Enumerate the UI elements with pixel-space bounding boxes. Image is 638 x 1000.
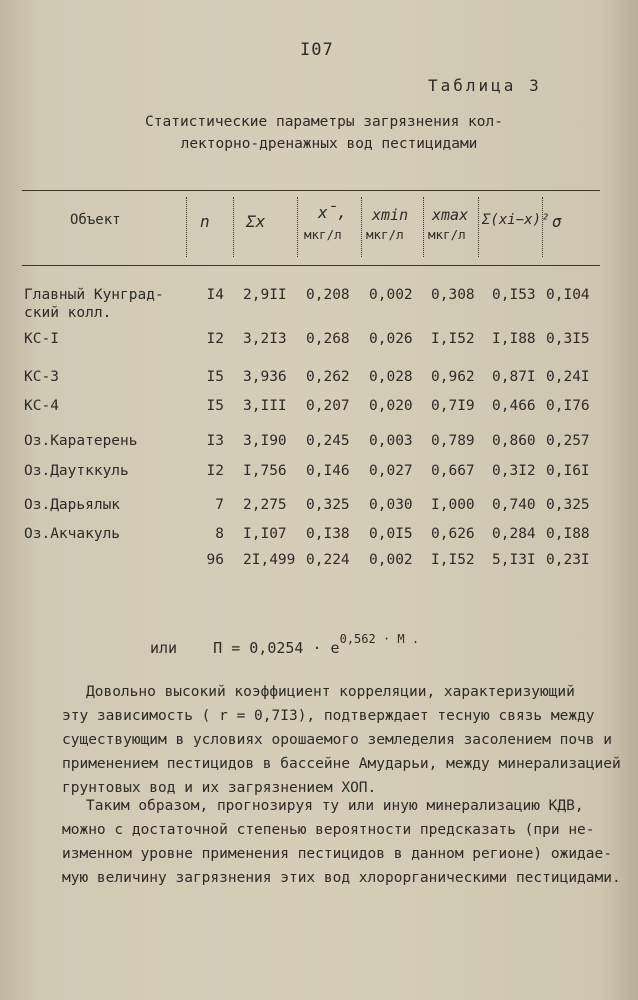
cell-x-max: 0,962 — [431, 369, 475, 385]
table-row — [0, 369, 638, 391]
cell-sum-dev: I,I88 — [492, 331, 536, 347]
cell-sum-x: I,756 — [243, 463, 287, 479]
cell-x-mean: 0,262 — [306, 369, 350, 385]
header-separator — [423, 197, 424, 257]
table-row-total — [0, 552, 638, 574]
cell-sigma: 0,23I — [546, 552, 590, 568]
cell-x-min: 0,002 — [369, 287, 413, 303]
cell-sigma: 0,I76 — [546, 398, 590, 414]
cell-sigma: 0,I04 — [546, 287, 590, 303]
cell-x-mean: 0,I38 — [306, 526, 350, 542]
cell-object: Оз.Даутккуль — [24, 463, 129, 479]
cell-n: 7 — [215, 497, 224, 513]
cell-x-max: 0,789 — [431, 433, 475, 449]
table-row — [0, 463, 638, 485]
table-row — [0, 433, 638, 455]
cell-x-mean: 0,224 — [306, 552, 350, 568]
header-separator — [186, 197, 187, 257]
formula-main: П = 0,0254 · e — [213, 639, 340, 657]
header-x-max: xmax — [432, 206, 469, 224]
header-sigma: σ — [552, 212, 562, 231]
cell-sum-dev: 0,740 — [492, 497, 536, 513]
cell-sigma: 0,24I — [546, 369, 590, 385]
paragraph-line: грунтовых вод и их загрязнением ХОП. — [62, 780, 377, 796]
cell-x-max: 0,667 — [431, 463, 475, 479]
cell-sum-dev: 5,I3I — [492, 552, 536, 568]
header-separator — [542, 197, 543, 257]
header-separator — [297, 197, 298, 257]
table-title-line-2: лекторно-дренажных вод пестицидами — [180, 136, 478, 152]
cell-sum-dev: 0,87I — [492, 369, 536, 385]
paragraph-2 — [62, 794, 622, 890]
cell-sum-x: 2I,499 — [243, 552, 296, 568]
cell-x-min: 0,030 — [369, 497, 413, 513]
cell-n: 96 — [206, 552, 224, 568]
cell-x-min: 0,002 — [369, 552, 413, 568]
paragraph-line: мую величину загрязнения этих вод хлорорганическими пестицидами. — [62, 870, 621, 886]
header-x-min-unit: мкг/л — [366, 227, 404, 242]
cell-sum-dev: 0,860 — [492, 433, 536, 449]
cell-x-mean: 0,207 — [306, 398, 350, 414]
cell-x-mean: 0,325 — [306, 497, 350, 513]
paragraph-1 — [62, 680, 622, 800]
cell-object: Оз.Дарьялык — [24, 497, 121, 513]
regression-formula — [150, 632, 420, 657]
table-row — [0, 331, 638, 353]
cell-object: Главный Кунград- — [24, 287, 164, 303]
cell-x-min: 0,003 — [369, 433, 413, 449]
header-separator — [361, 197, 362, 257]
cell-sum-dev: 0,I53 — [492, 287, 536, 303]
cell-sum-dev: 0,3I2 — [492, 463, 536, 479]
cell-sum-x: 3,936 — [243, 369, 287, 385]
cell-object: КС-I — [24, 331, 59, 347]
cell-x-mean: 0,245 — [306, 433, 350, 449]
table-label: Таблица 3 — [428, 76, 542, 95]
cell-x-min: 0,026 — [369, 331, 413, 347]
header-sum-dev: Σ(xi−x)² — [482, 212, 550, 228]
paragraph-line: существующим в условиях орошаемого земледелия засолением почв и — [62, 732, 612, 748]
header-separator — [233, 197, 234, 257]
cell-n: I2 — [206, 331, 224, 347]
cell-x-mean: 0,208 — [306, 287, 350, 303]
paragraph-line: эту зависимость ( r = 0,7I3), подтверждает тесную связь между — [62, 708, 595, 724]
header-x-mean: x̄, — [318, 203, 347, 222]
page-number: I07 — [300, 40, 334, 60]
cell-n: I3 — [206, 433, 224, 449]
cell-x-min: 0,0I5 — [369, 526, 413, 542]
header-sum-x: Σx — [246, 212, 266, 231]
paragraph-line: Довольно высокий коэффициент корреляции, характеризующий — [86, 684, 575, 700]
formula-lead: или — [150, 639, 178, 657]
cell-sigma: 0,3I5 — [546, 331, 590, 347]
table-row — [0, 398, 638, 420]
cell-sum-x: 2,275 — [243, 497, 287, 513]
paragraph-line: изменном уровне применения пестицидов в данном регионе) ожидае- — [62, 846, 612, 862]
table-row — [0, 526, 638, 548]
cell-x-min: 0,020 — [369, 398, 413, 414]
cell-sum-x: 3,2I3 — [243, 331, 287, 347]
header-x-mean-unit: мкг/л — [304, 227, 342, 242]
cell-n: I5 — [206, 369, 224, 385]
cell-x-mean: 0,I46 — [306, 463, 350, 479]
cell-sigma: 0,257 — [546, 433, 590, 449]
cell-sigma: 0,325 — [546, 497, 590, 513]
cell-x-max: 0,626 — [431, 526, 475, 542]
table-row — [0, 497, 638, 519]
table-header-rule — [22, 265, 600, 266]
cell-object-continuation: ский колл. — [24, 305, 112, 321]
cell-x-max: I,000 — [431, 497, 475, 513]
header-x-max-unit: мкг/л — [428, 227, 466, 242]
cell-x-max: I,I52 — [431, 552, 475, 568]
cell-object: Оз.Акчакуль — [24, 526, 121, 542]
cell-x-mean: 0,268 — [306, 331, 350, 347]
cell-n: I5 — [206, 398, 224, 414]
cell-sum-dev: 0,466 — [492, 398, 536, 414]
cell-object: КС-4 — [24, 398, 59, 414]
paragraph-line: можно с достаточной степенью вероятности предсказать (при не- — [62, 822, 595, 838]
header-x-min: xmin — [372, 206, 409, 224]
table-title-line-1: Статистические параметры загрязнения кол- — [145, 114, 503, 130]
header-n: n — [200, 212, 210, 231]
cell-sum-x: 3,III — [243, 398, 287, 414]
cell-sum-dev: 0,284 — [492, 526, 536, 542]
cell-sum-x: I,I07 — [243, 526, 287, 542]
cell-object: КС-3 — [24, 369, 59, 385]
cell-x-min: 0,028 — [369, 369, 413, 385]
cell-n: I4 — [206, 287, 224, 303]
cell-n: 8 — [215, 526, 224, 542]
paragraph-line: применением пестицидов в бассейне Амударьи, между минерализацией — [62, 756, 621, 772]
table-top-rule — [22, 190, 600, 191]
header-separator — [478, 197, 479, 257]
cell-sigma: 0,I88 — [546, 526, 590, 542]
cell-sum-x: 3,I90 — [243, 433, 287, 449]
paragraph-line: Таким образом, прогнозируя ту или иную минерализацию КДВ, — [86, 798, 584, 814]
table-row-continuation — [0, 305, 638, 327]
cell-x-min: 0,027 — [369, 463, 413, 479]
cell-x-max: I,I52 — [431, 331, 475, 347]
cell-sigma: 0,I6I — [546, 463, 590, 479]
cell-sum-x: 2,9II — [243, 287, 287, 303]
cell-object: Оз.Каратерень — [24, 433, 138, 449]
formula-exponent: 0,562 · М . — [339, 632, 420, 646]
header-object: Объект — [70, 212, 121, 228]
cell-x-max: 0,308 — [431, 287, 475, 303]
cell-n: I2 — [206, 463, 224, 479]
cell-x-max: 0,7I9 — [431, 398, 475, 414]
